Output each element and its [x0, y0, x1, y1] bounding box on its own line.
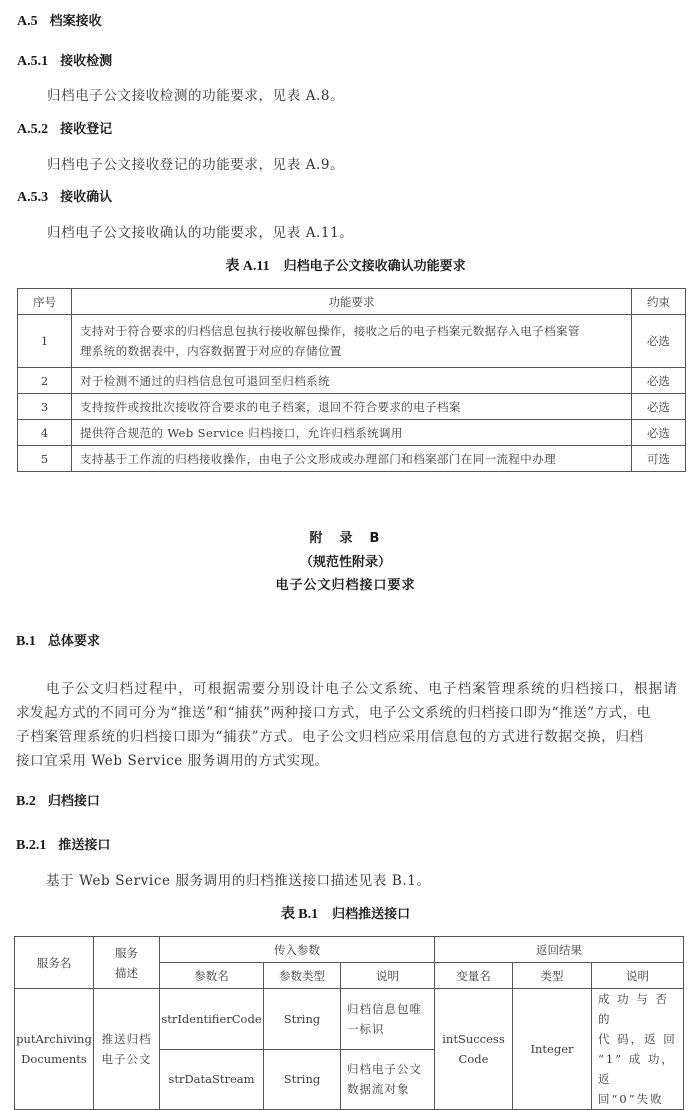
cell-param-name: strDataStream — [160, 1049, 264, 1110]
section-title: 推送接口 — [58, 838, 111, 853]
cell-line: 数据流对象 — [347, 1082, 410, 1097]
cell-no: 4 — [18, 420, 72, 446]
cell-line: 推送归档 — [101, 1032, 152, 1046]
cell-param-desc — [341, 1049, 435, 1110]
section-number: B.2 — [16, 794, 36, 809]
section-heading-b1 — [16, 630, 100, 650]
section-title: 总体要求 — [47, 634, 100, 649]
requirement-line: 支持对于符合要求的归档信息包执行接收解包操作，接收之后的电子档案元数据存入电子档案管 — [80, 324, 580, 338]
section-number: A.5.3 — [17, 190, 49, 205]
cell-line: Code — [458, 1052, 489, 1066]
table-b1 — [14, 936, 684, 1110]
cell-param-type: String — [264, 989, 341, 1050]
section-number: A.5 — [17, 14, 38, 29]
cell-param-desc — [341, 989, 435, 1050]
paragraph-line: 接口宜采用 Web Service 服务调用的方式实现。 — [16, 753, 329, 769]
cell-constraint: 必选 — [632, 420, 686, 446]
paragraph-a52: 归档电子公文接收登记的功能要求，见表 A.9。 — [47, 157, 345, 173]
cell-requirement — [72, 315, 632, 368]
caption-title: 归档推送接口 — [332, 907, 411, 922]
header-constraint: 约束 — [632, 289, 686, 315]
section-number: A.5.1 — [17, 54, 49, 69]
table-header-row — [15, 937, 684, 963]
paragraph-line: 子档案管理系统的归档接口即为“捕获”方式。电子公文归档应采用信息包的方式进行数据交换，归档 — [16, 729, 645, 745]
section-heading-a53 — [17, 186, 112, 206]
header-input-params: 传入参数 — [160, 937, 435, 963]
header-param-name: 参数名 — [160, 963, 264, 989]
caption-number: 表 B.1 — [280, 907, 319, 922]
cell-line: 回“0”失败 — [598, 1092, 664, 1106]
table-row — [18, 394, 686, 420]
table-header-row — [18, 289, 686, 315]
section-title: 接收登记 — [60, 122, 113, 137]
cell-constraint: 必选 — [632, 368, 686, 394]
section-heading-a5 — [17, 10, 102, 30]
cell-return-desc — [592, 989, 684, 1110]
appendix-title: 附 录 B — [309, 531, 382, 546]
cell-requirement: 支持按件或按批次接收符合要求的电子档案，退回不符合要求的电子档案 — [72, 394, 632, 420]
cell-requirement: 支持基于工作流的归档接收操作，由电子公文形成或办理部门和档案部门在同一流程中办理 — [72, 446, 632, 472]
table-row — [18, 446, 686, 472]
appendix-name: 电子公文归档接口要求 — [275, 578, 416, 593]
section-title: 接收确认 — [60, 190, 113, 205]
cell-line: “1” 成 功，返 — [598, 1052, 675, 1086]
cell-service-desc — [94, 989, 160, 1110]
cell-line: Documents — [21, 1052, 87, 1066]
cell-no: 3 — [18, 394, 72, 420]
table-row — [15, 989, 684, 1050]
section-title: 归档接口 — [47, 794, 100, 809]
section-heading-a51 — [17, 50, 112, 70]
cell-param-type: String — [264, 1049, 341, 1110]
section-heading-a52 — [17, 118, 112, 138]
table-row — [18, 315, 686, 368]
cell-line: intSuccess — [442, 1032, 505, 1046]
table-row — [18, 368, 686, 394]
header-var-type: 类型 — [513, 963, 592, 989]
cell-requirement: 对于检测不通过的归档信息包可退回至归档系统 — [72, 368, 632, 394]
header-var-name: 变量名 — [435, 963, 513, 989]
cell-no: 1 — [18, 315, 72, 368]
paragraph-a53: 归档电子公文接收确认的功能要求，见表 A.11。 — [47, 225, 354, 241]
cell-service-name — [15, 989, 94, 1110]
header-service-name: 服务名 — [15, 937, 94, 989]
header-param-desc: 说明 — [341, 963, 435, 989]
header-var-desc: 说明 — [592, 963, 684, 989]
caption-title: 归档电子公文接收确认功能要求 — [283, 259, 466, 274]
requirement-line: 理系统的数据表中，内容数据置于对应的存储位置 — [80, 344, 342, 358]
header-requirement: 功能要求 — [72, 289, 632, 315]
cell-constraint: 必选 — [632, 394, 686, 420]
paragraph-line: 电子公文归档过程中，可根据需要分别设计电子公文系统、电子档案管理系统的归档接口，根据请 — [46, 681, 679, 697]
cell-no: 2 — [18, 368, 72, 394]
header-line: 描述 — [115, 965, 138, 980]
cell-return-type: Integer — [513, 989, 592, 1110]
section-heading-b21 — [16, 834, 110, 854]
cell-line: 归档信息包唯 — [347, 1001, 422, 1016]
section-title: 档案接收 — [49, 14, 102, 29]
appendix-subtitle: （规范性附录） — [299, 555, 391, 570]
cell-no: 5 — [18, 446, 72, 472]
cell-line: putArchiving — [16, 1032, 92, 1046]
header-line: 服务 — [115, 945, 138, 960]
section-number: B.2.1 — [16, 838, 47, 853]
table-a11-caption — [0, 255, 691, 275]
cell-line: 电子公文 — [101, 1052, 152, 1066]
cell-param-name: strIdentifierCode — [160, 989, 264, 1050]
cell-line: 归档电子公文 — [347, 1062, 422, 1077]
table-b1-caption — [0, 903, 691, 923]
caption-number: 表 A.11 — [225, 259, 270, 274]
cell-line: 成 功 与 否 的 — [598, 992, 669, 1026]
paragraph-b21: 基于 Web Service 服务调用的归档推送接口描述见表 B.1。 — [46, 873, 431, 889]
table-a11 — [17, 288, 686, 472]
cell-requirement: 提供符合规范的 Web Service 归档接口，允许归档系统调用 — [72, 420, 632, 446]
cell-line: 代 码，返 回 — [598, 1032, 677, 1046]
cell-constraint: 必选 — [632, 315, 686, 368]
header-param-type: 参数类型 — [264, 963, 341, 989]
header-return-result: 返回结果 — [435, 937, 684, 963]
section-number: B.1 — [16, 634, 36, 649]
table-row — [18, 420, 686, 446]
paragraph-a51: 归档电子公文接收检测的功能要求，见表 A.8。 — [47, 88, 345, 104]
header-service-desc — [94, 937, 160, 989]
section-heading-b2 — [16, 790, 100, 810]
cell-line: 一标识 — [347, 1021, 385, 1036]
section-title: 接收检测 — [60, 54, 113, 69]
paragraph-line: 求发起方式的不同可分为“推送”和“捕获”两种接口方式，电子公文系统的归档接口即为“推送”方式，电 — [16, 705, 651, 721]
section-number: A.5.2 — [17, 122, 49, 137]
header-no: 序号 — [18, 289, 72, 315]
cell-constraint: 可选 — [632, 446, 686, 472]
cell-return-var — [435, 989, 513, 1110]
